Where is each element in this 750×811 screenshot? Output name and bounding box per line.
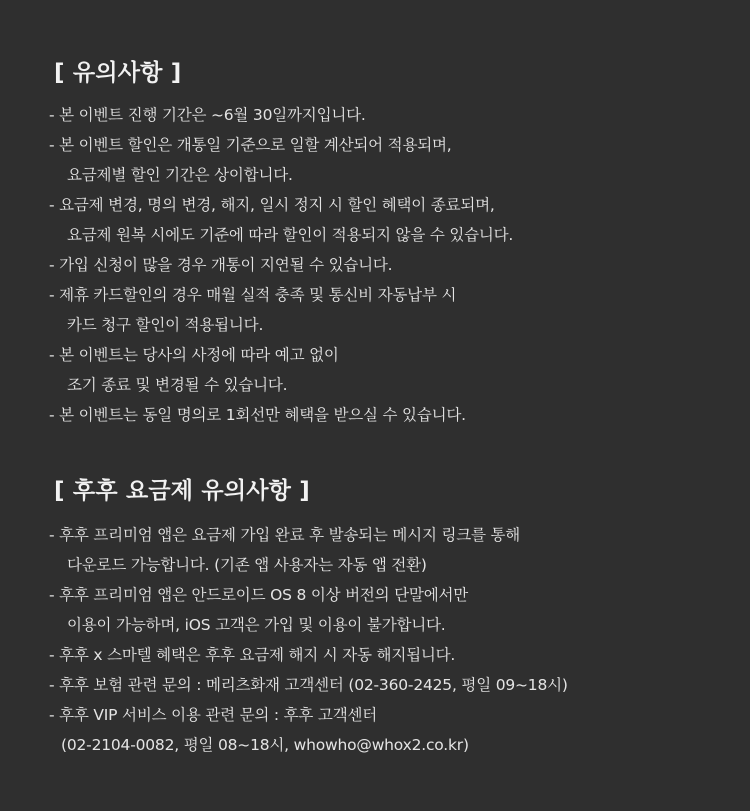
- notice-title: [ 유의사항 ]: [54, 60, 182, 86]
- notice-line-continuation: 요금제별 할인 기간은 상이합니다.: [67, 166, 293, 184]
- notice-line: - 제휴 카드할인의 경우 매월 실적 충족 및 통신비 자동납부 시: [49, 286, 457, 304]
- notice-line: - 후후 x 스마텔 혜택은 후후 요금제 해지 시 자동 해지됩니다.: [49, 646, 456, 664]
- notice-line: - 요금제 변경, 명의 변경, 해지, 일시 정지 시 할인 혜택이 종료되며,: [49, 196, 495, 214]
- notice-line-continuation: 카드 청구 할인이 적용됩니다.: [67, 316, 264, 334]
- notice-line: - 본 이벤트 진행 기간은 ~6월 30일까지입니다.: [49, 106, 366, 124]
- notice-line-continuation: 요금제 원복 시에도 기준에 따라 할인이 적용되지 않을 수 있습니다.: [67, 226, 514, 244]
- notice-line: - 후후 프리미엄 앱은 안드로이드 OS 8 이상 버전의 단말에서만: [49, 586, 469, 604]
- notice-line-continuation: 다운로드 가능합니다. (기존 앱 사용자는 자동 앱 전환): [67, 556, 427, 574]
- notice-line-continuation: (02-2104-0082, 평일 08~18시, whowho@whox2.co.kr): [61, 736, 469, 754]
- notice-line-continuation: 이용이 가능하며, iOS 고객은 가입 및 이용이 불가합니다.: [67, 616, 446, 634]
- notice-line: - 후후 프리미엄 앱은 요금제 가입 완료 후 발송되는 메시지 링크를 통해: [49, 526, 521, 544]
- notice-list: [49, 100, 513, 430]
- notice-line: - 후후 VIP 서비스 이용 관련 문의 : 후후 고객센터: [49, 706, 378, 724]
- notice-line: - 가입 신청이 많을 경우 개통이 지연될 수 있습니다.: [49, 256, 393, 274]
- whowho-notice-title: [ 후후 요금제 유의사항 ]: [54, 478, 311, 504]
- notice-line-continuation: 조기 종료 및 변경될 수 있습니다.: [67, 376, 288, 394]
- notice-line: - 본 이벤트는 당사의 사정에 따라 예고 없이: [49, 346, 339, 364]
- notice-line: - 본 이벤트는 동일 명의로 1회선만 혜택을 받으실 수 있습니다.: [49, 406, 466, 424]
- notice-line: - 후후 보험 관련 문의 : 메리츠화재 고객센터 (02-360-2425, 평일 09~18시): [49, 676, 568, 694]
- notice-line: - 본 이벤트 할인은 개통일 기준으로 일할 계산되어 적용되며,: [49, 136, 452, 154]
- whowho-notice-list: [49, 520, 568, 760]
